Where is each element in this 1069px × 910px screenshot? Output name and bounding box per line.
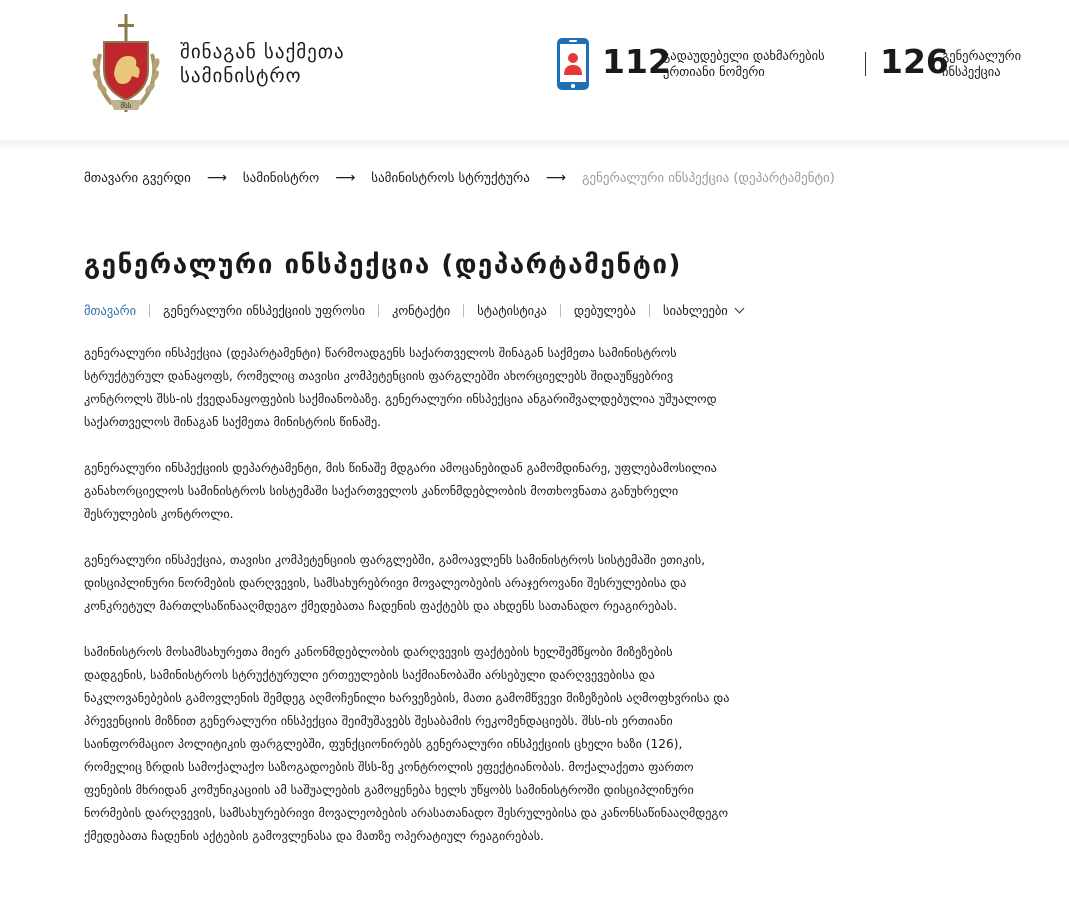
emblem-text: შსს bbox=[120, 102, 132, 110]
hotline-label bbox=[663, 48, 825, 80]
subnav-divider bbox=[649, 304, 650, 317]
hotline-label-line1: გადაუდებელი დახმარების bbox=[663, 48, 825, 63]
ministry-name-line1: შინაგან საქმეთა bbox=[180, 41, 345, 63]
subnav-item-news[interactable] bbox=[663, 303, 743, 318]
page-title: გენერალური ინსპექცია (დეპარტამენტი) bbox=[84, 250, 682, 280]
hotline-number[interactable]: 112 bbox=[602, 42, 671, 81]
ministry-emblem-icon[interactable] bbox=[86, 12, 166, 118]
site-header bbox=[0, 0, 1069, 145]
article-paragraph: გენერალური ინსპექცია, თავისი კომპეტენციის ფარგლებში, გამოავლენს სამინისტროს სისტემაში ეთიკის, დისციპლინური ნორმების დარღვევის, სამსახურებრივი მოვალეობების არაჯეროვანი შესრულებისა და კონკრეტულ მართლსაწინააღმდეგო ქმედებათა ჩადენის ფაქტებს და ახდენს სათანადო რეაგირებას. bbox=[84, 553, 706, 613]
inspection-number[interactable]: 126 bbox=[880, 42, 949, 81]
ministry-name-line2: სამინისტრო bbox=[180, 65, 302, 87]
section-subnav bbox=[84, 303, 743, 318]
subnav-item-contact[interactable]: კონტაქტი bbox=[391, 303, 451, 318]
hotline-label-line2: ერთიანი ნომერი bbox=[663, 64, 765, 79]
breadcrumb bbox=[84, 168, 835, 188]
ministry-name[interactable] bbox=[180, 40, 345, 88]
header-shadow bbox=[0, 140, 1069, 152]
breadcrumb-arrow-icon: ⟶ bbox=[545, 170, 566, 186]
subnav-divider bbox=[378, 304, 379, 317]
inspection-label-line1: გენერალური bbox=[942, 48, 1022, 63]
subnav-item-chief[interactable]: გენერალური ინსპექციის უფროსი bbox=[163, 303, 365, 318]
breadcrumb-structure[interactable]: სამინისტროს სტრუქტურა bbox=[371, 170, 530, 186]
breadcrumb-ministry[interactable]: სამინისტრო bbox=[242, 170, 320, 186]
breadcrumb-arrow-icon: ⟶ bbox=[206, 170, 227, 186]
subnav-divider bbox=[149, 304, 150, 317]
article-paragraph: გენერალური ინსპექციის დეპარტამენტი, მის წინაშე მდგარი ამოცანებიდან გამომდინარე, უფლებამოსილია განახორციელოს სამინისტროს სისტემაში საქართველოს კანონმდებლობის მოთხოვნათა განუხრელი შესრულების კონტროლი. bbox=[84, 461, 717, 521]
inspection-label-line2: ინსპექცია bbox=[942, 64, 1001, 79]
article-content bbox=[84, 342, 734, 871]
subnav-item-news-label: სიახლეები bbox=[662, 303, 728, 318]
subnav-divider bbox=[560, 304, 561, 317]
header-divider bbox=[865, 52, 866, 76]
subnav-item-home[interactable]: მთავარი bbox=[84, 303, 137, 318]
article-paragraph: სამინისტროს მოსამსახურეთა მიერ კანონმდებლობის დარღვევის ფაქტების ხელშემწყობი მიზეზების დადგენის, სამინისტროს სტრუქტურული ერთეულების საქმიანობაში არსებული დარღვევებისა და ნაკლოვანებების გამოვლენის შემდეგ აღმოჩენილი ხარვეზების, მათი გამომწვევი მიზეზების აღმოფხვრისა და პრევენციის მიზნით გენერალური ინსპექცია შეიმუშავებს შესაბამის რეკომენდაციებს. შსს-ის ერთიანი საინფორმაციო პოლიტიკის ფარგლებში, ფუნქციონირებს გენერალური ინსპექციის ცხელი ხაზი (126), რომელიც ზრდის სამოქალაქო საზოგადოების შსს-ზე კონტროლის ეფექტიანობას. მოქალაქეთა ფართო ფენების მხრიდან კომუნიკაციის ამ საშუალების გამოყენება ხელს უწყობს სამინისტროში დისციპლინური ნორმების დარღვევის, სამსახურებრივი მოვალეობების არასათანადო შესრულებისა და კანონსაწინააღმდეგო ქმედებათა ჩადენის აქტების გამოვლენასა და მათზე ოპერატიულ რეაგირებას. bbox=[84, 645, 730, 843]
breadcrumb-home[interactable]: მთავარი გვერდი bbox=[84, 170, 191, 186]
subnav-item-statistics[interactable]: სტატისტიკა bbox=[477, 303, 547, 318]
breadcrumb-current: გენერალური ინსპექცია (დეპარტამენტი) bbox=[581, 170, 835, 186]
subnav-divider bbox=[463, 304, 464, 317]
article-paragraph: გენერალური ინსპექცია (დეპარტამენტი) წარმოადგენს საქართველოს შინაგან საქმეთა სამინისტროს სტრუქტურულ დანაყოფს, რომელიც თავისი კომპეტენციის ფარგლებში ახორციელებს შიდაუწყებრივ კონტროლს შსს-ის ქვედანაყოფების საქმიანობაზე. გენერალური ინსპექცია ანგარიშვალდებულია უშუალოდ საქართველოს შინაგან საქმეთა მინისტრის წინაშე. bbox=[84, 346, 717, 429]
inspection-label bbox=[942, 48, 1021, 80]
breadcrumb-arrow-icon: ⟶ bbox=[335, 170, 356, 186]
chevron-down-icon bbox=[734, 304, 744, 314]
subnav-item-regulations[interactable]: დებულება bbox=[573, 303, 636, 318]
phone-icon bbox=[556, 37, 590, 91]
